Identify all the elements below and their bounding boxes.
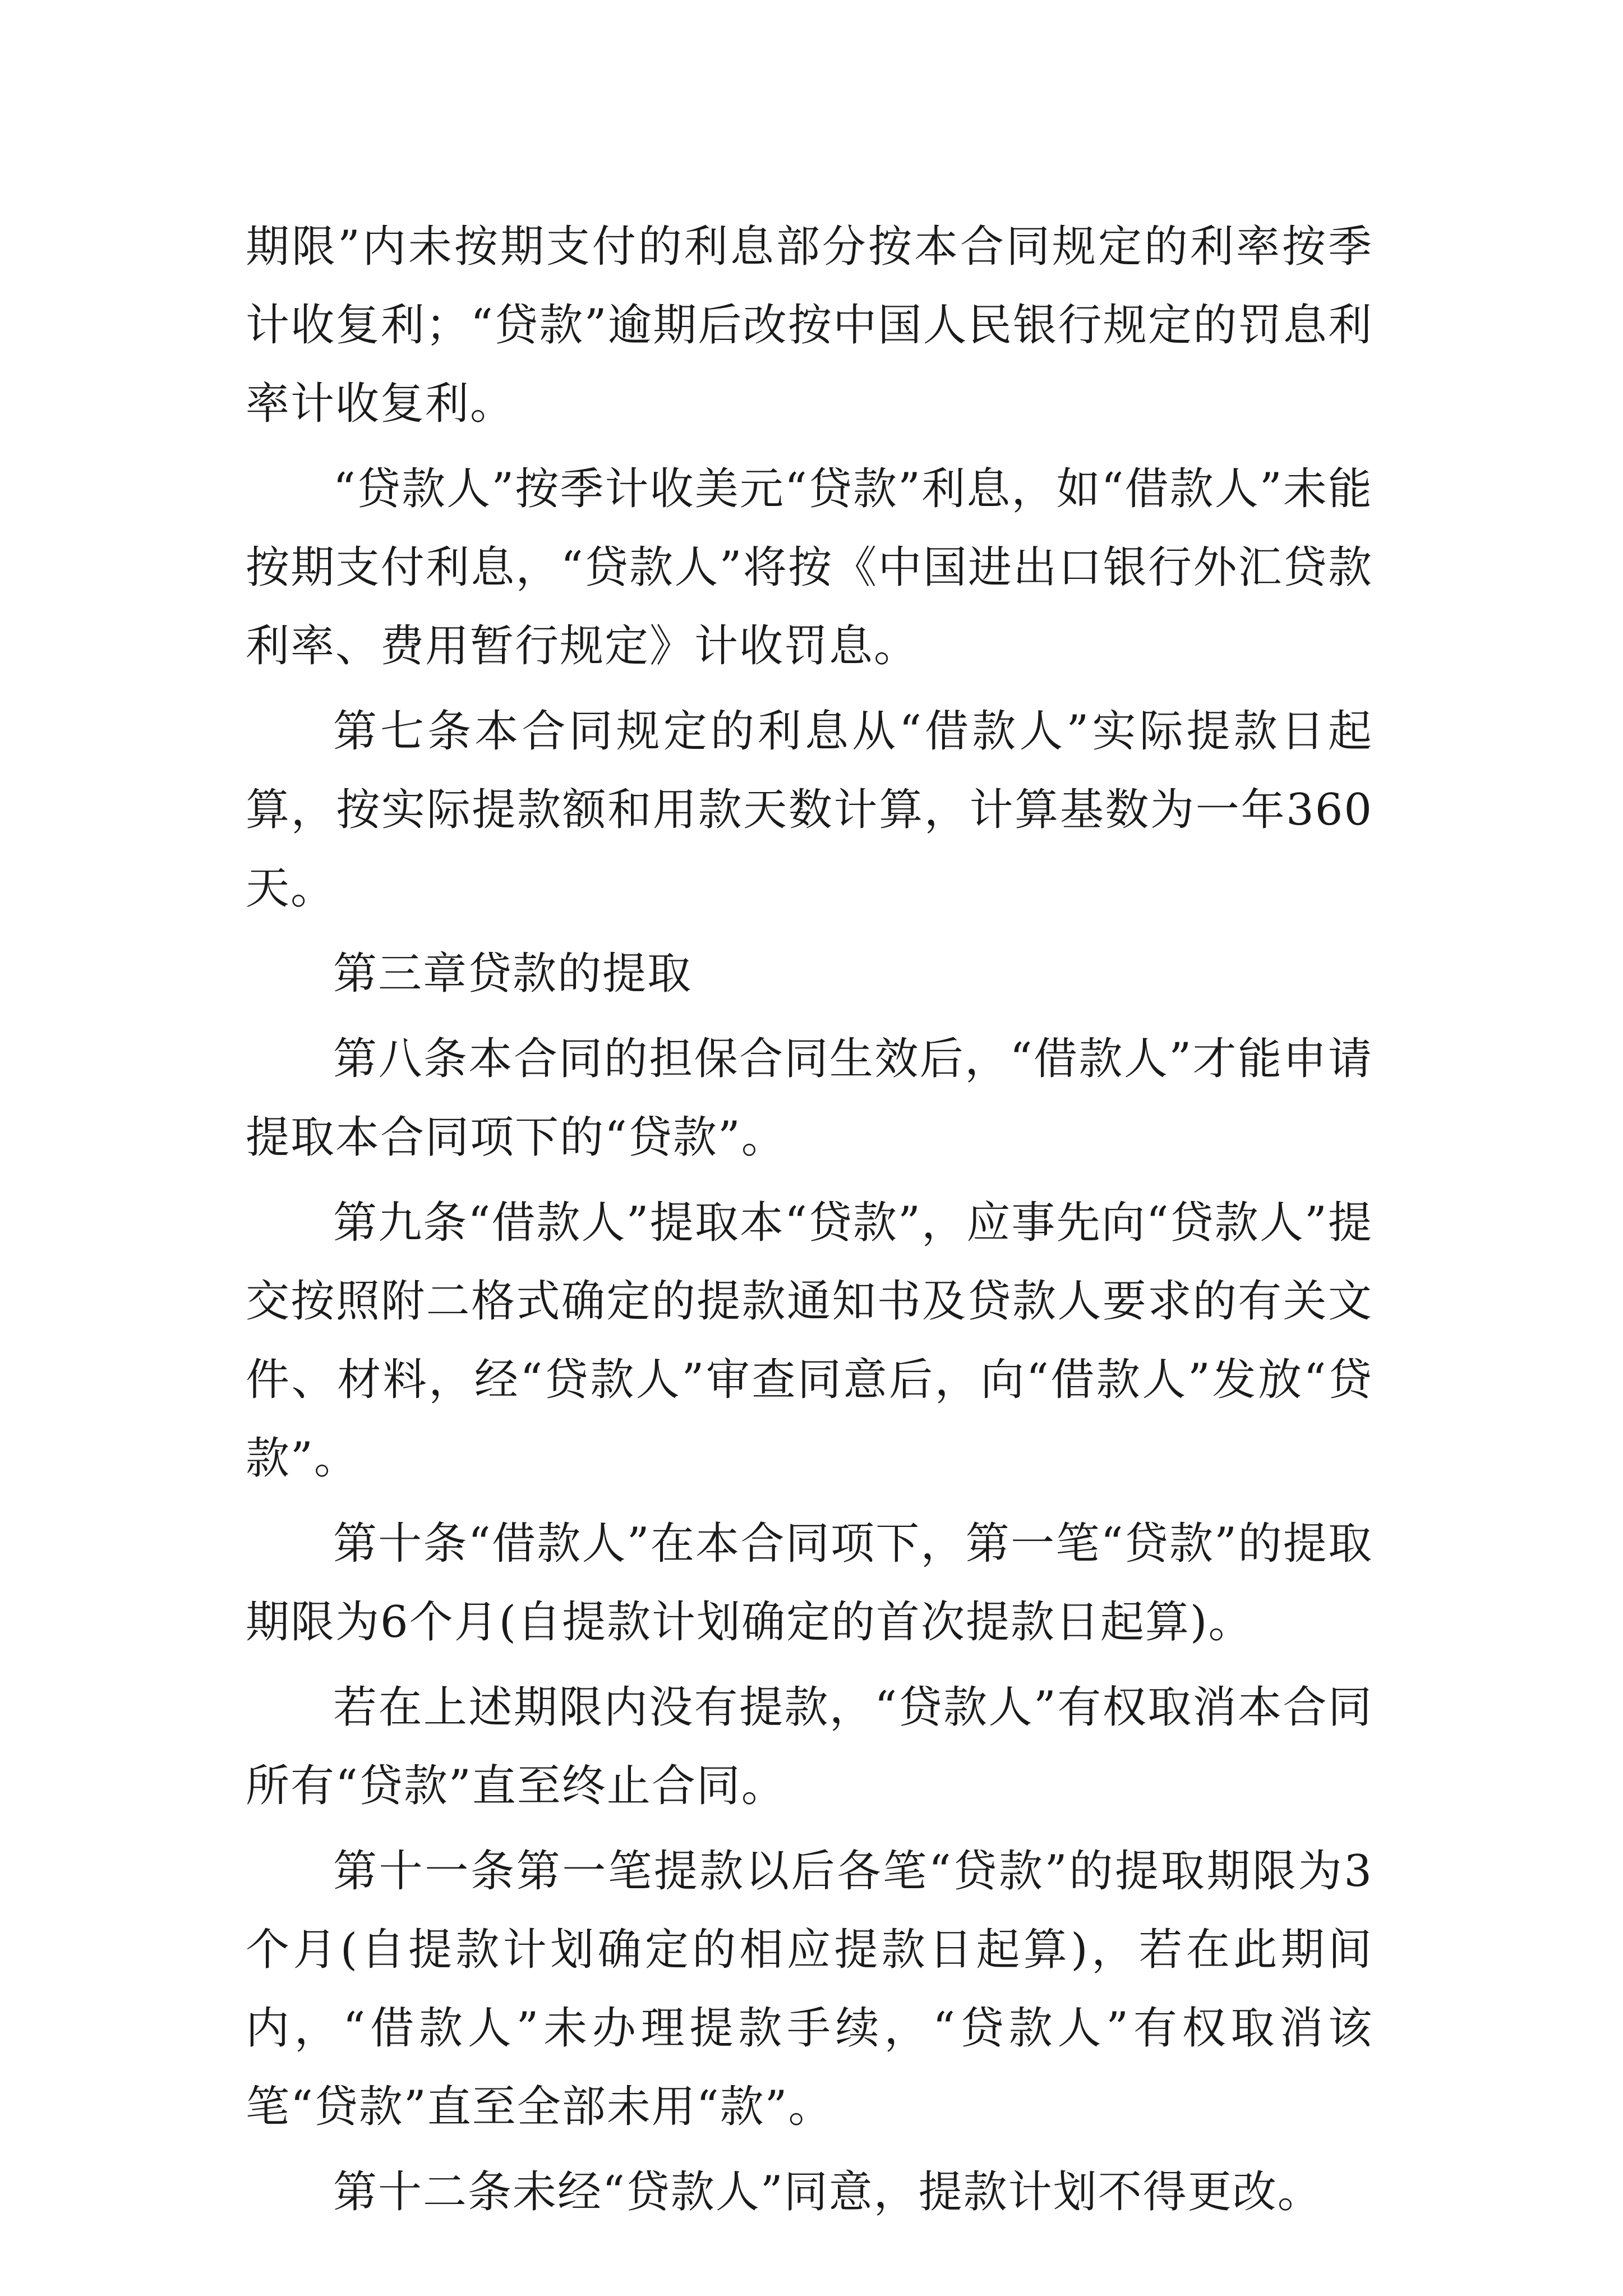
paragraph-article-10: 第十条“借款人”在本合同项下，第一笔“贷款”的提取期限为6个月(自提款计划确定的首次提款日起算)。 [246,1519,1373,1648]
paragraph-article-7: 第七条本合同规定的利息从“借款人”实际提款日起算，按实际提款额和用款天数计算，计算基数为一年360天。 [246,706,1373,914]
document-body [246,208,1373,2238]
paragraph-article-12: 第十二条未经“贷款人”同意，提款计划不得更改。 [333,2167,1322,2217]
paragraph-article-10-cancel: 若在上述期限内没有提款，“贷款人”有权取消本合同所有“贷款”直至终止合同。 [246,1682,1373,1811]
paragraph-usd-interest: “贷款人”按季计收美元“贷款”利息，如“借款人”未能按期支付利息，“贷款人”将按《中国进出口银行外汇贷款利率、费用暂行规定》计收罚息。 [246,464,1373,671]
paragraph-interest-continuation: 期限”内未按期支付的利息部分按本合同规定的利率按季计收复利；“贷款”逾期后改按中国人民银行规定的罚息利率计收复利。 [246,222,1373,429]
paragraph-article-8: 第八条本合同的担保合同生效后，“借款人”才能申请提取本合同项下的“贷款”。 [246,1034,1373,1163]
chapter-heading-3: 第三章贷款的提取 [333,949,693,999]
paragraph-article-9: 第九条“借款人”提取本“贷款”，应事先向“贷款人”提交按照附二格式确定的提款通知书及贷款人要求的有关文件、材料，经“贷款人”审查同意后，向“借款人”发放“贷款”。 [246,1198,1373,1484]
paragraph-article-11: 第十一条第一笔提款以后各笔“贷款”的提取期限为3个月(自提款计划确定的相应提款日起算)，若在此期间内，“借款人”未办理提款手续，“贷款人”有权取消该笔“贷款”直至全部未用“款”。 [246,1846,1373,2132]
